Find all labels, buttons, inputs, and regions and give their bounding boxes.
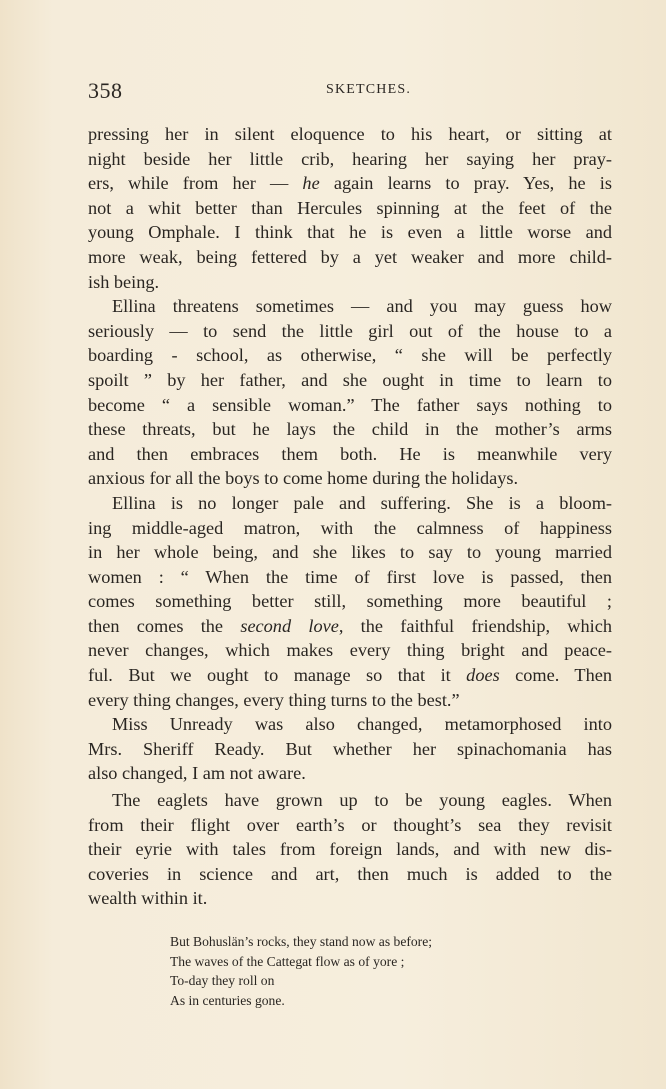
text-line: every thing changes, every thing turns to the best.” (88, 689, 460, 710)
verse-line: To-day they roll on (170, 973, 275, 988)
text-line: from their flight over earth’s or thought’s sea they revisit (88, 814, 612, 835)
text-line: never changes, which makes every thing bright and peace- (88, 640, 612, 661)
text-line: their eyrie with tales from foreign lands, and with new dis- (88, 839, 612, 860)
text-line: ful. But we ought to manage so that it does come. Then (88, 665, 612, 686)
paragraph (88, 491, 612, 712)
italic-text: second love (240, 615, 339, 636)
text-line: women : “ When the time of first love is passed, then (88, 566, 612, 587)
text-line: ish being. (88, 271, 160, 292)
paragraph (88, 788, 612, 911)
text-line: more weak, being fettered by a yet weaker and more child- (88, 246, 612, 267)
paragraph (88, 294, 612, 491)
text-line: seriously — to send the little girl out of the house to a (88, 320, 612, 341)
text-line: these threats, but he lays the child in the mother’s arms (88, 419, 612, 440)
text-line: anxious for all the boys to come home during the holidays. (88, 468, 519, 489)
text-line: also changed, I am not aware. (88, 763, 306, 784)
italic-text: does (466, 665, 500, 686)
text-line: wealth within it. (88, 888, 208, 909)
paragraph (88, 122, 612, 294)
page-number: 358 (88, 78, 123, 103)
text-line: not a whit better than Hercules spinning at the feet of the (88, 197, 612, 218)
text-line: become “ a sensible woman.” The father says nothing to (88, 394, 612, 415)
text-line: Ellina is no longer pale and suffering. She is a bloom- (112, 492, 612, 513)
text-line: Ellina threatens sometimes — and you may guess how (112, 296, 612, 317)
page-header (88, 78, 613, 108)
text-line: and then embraces them both. He is meanwhile very (88, 443, 612, 464)
text-line: ing middle-aged matron, with the calmness of happiness (88, 517, 612, 538)
text-line: boarding - school, as otherwise, “ she will be perfectly (88, 345, 612, 366)
running-head: SKETCHES. (325, 82, 412, 97)
text-line: spoilt ” by her father, and she ought in time to learn to (88, 369, 612, 390)
verse-line: But Bohuslän’s rocks, they stand now as before; (170, 934, 433, 949)
text-line: Miss Unready was also changed, metamorphosed into (112, 714, 612, 735)
text-line: then comes the second love, the faithful friendship, which (88, 615, 612, 636)
text-line: young Omphale. I think that he is even a little worse and (88, 222, 612, 243)
text-line: comes something better still, something more beautiful ; (88, 591, 612, 612)
verse-line: As in centuries gone. (170, 992, 285, 1008)
text-line: in her whole being, and she likes to say to young married (88, 542, 612, 563)
body-text (88, 122, 612, 911)
italic-text: he (302, 173, 320, 194)
paragraph (88, 712, 612, 786)
text-line: ers, while from her — he again learns to pray. Yes, he is (88, 173, 612, 194)
text-line: Mrs. Sheriff Ready. But whether her spinachomania has (88, 738, 612, 759)
verse-block (170, 932, 432, 1010)
text-line: night beside her little crib, hearing her saying her pray- (88, 148, 612, 169)
text-line: The eaglets have grown up to be young eagles. When (112, 790, 612, 811)
text-line: coveries in science and art, then much is added to the (88, 863, 612, 884)
verse-line: The waves of the Cattegat flow as of yore ; (170, 953, 405, 969)
text-line: pressing her in silent eloquence to his heart, or sitting at (88, 124, 612, 144)
